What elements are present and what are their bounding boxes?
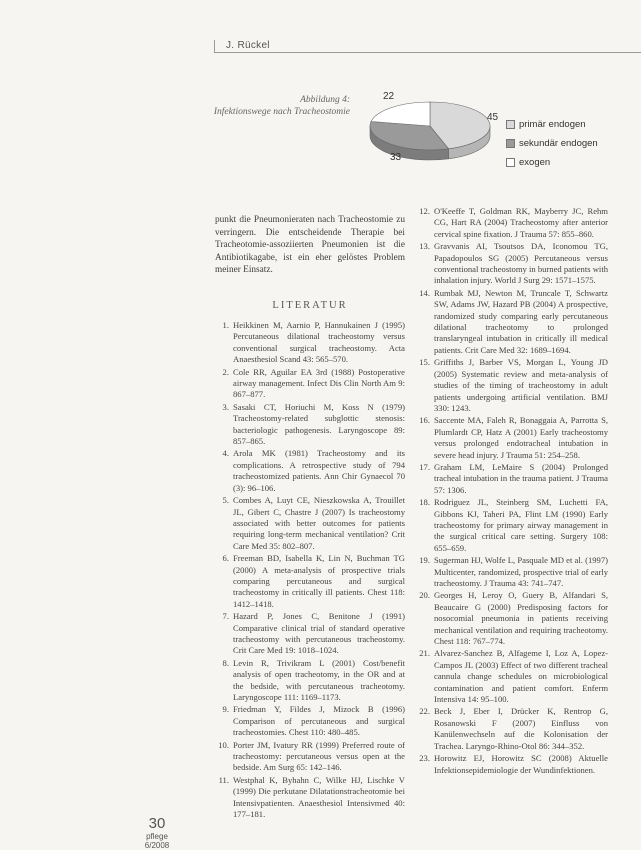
reference-item xyxy=(215,495,405,552)
legend-label: sekundär endogen xyxy=(519,138,598,149)
reference-item xyxy=(416,753,608,776)
body-paragraph: punkt die Pneumonieraten nach Tracheostomie zu verringern. Die entscheidende Therapie bei Tracheotomie-assoziierten Pneumonien ist die Antibiotikagabe, ist ein eher gelöstes Problem meiner Einsatz. xyxy=(215,215,405,276)
reference-number: 6. xyxy=(222,553,229,564)
reference-item xyxy=(215,658,405,704)
reference-text: O'Keeffe T, Goldman RK, Mayberry JC, Rehm CG, Hart RA (2004) Tracheostomy after anterior cervical spine fixation. J Trauma 57: 855–860. xyxy=(434,206,608,239)
reference-text: Arola MK (1981) Tracheostomy and its complications. A retrospective study of 794 tracheostomized patients. Ann Chir Gynaecol 70 (3): 96–106. xyxy=(233,448,405,493)
reference-text: Levin R, Trivikram L (2001) Cost/benefit analysis of open tracheotomy, in the OR and at the bedside, with percutaneous tracheotomy. Laryngoscope 111: 1169–1173. xyxy=(233,657,405,702)
pie-slice-exogen xyxy=(371,102,430,126)
reference-text: Graham LM, LeMaire S (2004) Prolonged tracheal intubation in the trauma patient. J Trauma 57: 1306. xyxy=(434,461,608,495)
reference-number: 1. xyxy=(222,320,229,330)
reference-text: Gravvanis AI, Tsoutsos DA, Iconomou TG, Papadopoulos SG (2005) Percutaneous versus conventional tracheostomy in burned patients with inhalation injury. World J Surg 29: 1571–1575. xyxy=(434,241,608,286)
page-number: 30 xyxy=(148,815,166,832)
legend-swatch xyxy=(506,158,515,167)
figure-caption-text: Infektionswege nach Tracheostomie xyxy=(213,107,350,117)
reference-item xyxy=(215,775,405,821)
reference-text: Beck J, Eber I, Drücker K, Rentrop G, Rosanowski F (2007) Einfluss von Kanülenwechseln auf die Kolonisation der Trachea. Laryngo-Rhino-Otol 86: 344–352. xyxy=(434,706,608,751)
pie-chart-svg xyxy=(360,86,510,196)
slice-label-primaer-endogen: 45 xyxy=(487,112,499,123)
reference-number: 5. xyxy=(222,495,229,506)
legend-item-sekundaer-endogen xyxy=(506,137,598,150)
running-head: J. Rückel xyxy=(226,40,270,51)
reference-item xyxy=(416,206,608,240)
reference-item xyxy=(215,704,405,738)
reference-number: 8. xyxy=(222,657,229,668)
slice-label-sekundaer-endogen: 33 xyxy=(390,152,402,163)
header-rule xyxy=(214,52,641,53)
reference-text: Griffiths J, Barber VS, Morgan L, Young JD (2005) Systematic review and meta-analysis of studies of the timing of tracheostomy in adult patients undergoing artificial ventilation. BMJ 330: 1243. xyxy=(434,357,608,413)
reference-item xyxy=(215,740,405,774)
reference-item xyxy=(215,611,405,657)
reference-number: 7. xyxy=(222,611,229,622)
reference-item xyxy=(215,553,405,610)
reference-item xyxy=(416,357,608,414)
reference-item xyxy=(416,288,608,356)
legend-swatch xyxy=(506,139,515,148)
reference-number: 14. xyxy=(419,287,430,298)
reference-text: Combes A, Luyt CE, Nieszkowska A, Trouillet JL, Gibert C, Chastre J (2007) Is tracheostomy associated with better outcomes for patients requiring long-term mechanical ventilation? Crit Care Med 35: 802–807. xyxy=(233,495,405,551)
journal-name: pflege xyxy=(146,832,168,841)
legend-item-primaer-endogen xyxy=(506,118,598,131)
figure-caption xyxy=(196,94,350,118)
reference-text: Georges H, Leroy O, Guery B, Alfandari S, Beaucaire G (2000) Predisposing factors for nosocomial pneumonia in patients receiving mechanical ventilation and requiring tracheotomy. Chest 118: 767–774. xyxy=(434,590,608,647)
reference-item xyxy=(215,320,405,366)
reference-number: 4. xyxy=(222,448,229,459)
reference-number: 15. xyxy=(419,357,430,368)
reference-item xyxy=(215,448,405,494)
reference-number: 16. xyxy=(419,415,430,426)
reference-text: Friedman Y, Fildes J, Mizock B (1996) Comparison of percutaneous and surgical tracheostomies. Chest 110: 480–485. xyxy=(233,704,405,738)
reference-text: Westphal K, Byhahn C, Wilke HJ, Lischke V (1999) Die perkutane Dilatationstracheotomie bei Intensivpatienten. Anaesthesiol Intensivmed 40: 177–181. xyxy=(233,774,405,820)
reference-number: 2. xyxy=(222,366,229,377)
reference-text: Rodriguez JL, Steinberg SM, Luchetti FA, Gibbons KJ, Taheri PA, Flint LM (1990) Early tracheostomy for primary airway management in the surgical critical care setting. Surgery 108: 655–659. xyxy=(434,497,608,553)
legend-swatch xyxy=(506,120,515,129)
legend-label: exogen xyxy=(519,157,551,168)
journal-issue: 6/2008 xyxy=(144,841,170,850)
reference-item xyxy=(416,497,608,554)
reference-text: Freeman BD, Isabella K, Lin N, Buchman TG (2000) A meta-analysis of prospective trials comparing percutaneous and surgical tracheostomy in critically ill patients. Chest 118: 1412–1418. xyxy=(233,553,405,609)
reference-text: Alvarez-Sanchez B, Alfageme I, Loz A, Lopez-Campos JL (2003) Effect of two different tracheal cannula change schedules on microbiological contamination and patient comfort. Enferm Intensiva 14: 95–100. xyxy=(434,648,608,705)
reference-number: 11. xyxy=(218,774,229,785)
page-footer-margin xyxy=(122,816,192,850)
reference-item xyxy=(416,590,608,647)
reference-number: 9. xyxy=(222,704,229,715)
reference-number: 19. xyxy=(419,555,430,566)
chart-legend xyxy=(506,118,598,175)
reference-number: 21. xyxy=(419,648,430,659)
reference-item xyxy=(416,706,608,752)
figure-label: Abbildung 4: xyxy=(300,95,350,105)
reference-number: 18. xyxy=(419,497,430,508)
pie-chart xyxy=(360,86,640,196)
reference-text: Cole RR, Aguilar EA 3rd (1988) Postoperative airway management. Infect Dis Clin North Am 9: 867–877. xyxy=(233,366,405,400)
reference-item xyxy=(416,555,608,589)
reference-text: Horowitz EJ, Horowitz SC (2008) Aktuelle Infektionsepidemiologie der Wundinfektionen. xyxy=(434,753,608,775)
reference-list-right xyxy=(416,206,608,777)
reference-list-left xyxy=(215,320,405,821)
reference-number: 23. xyxy=(419,753,430,764)
reference-text: Heikkinen M, Aarnio P, Hannukainen J (1995) Percutaneous dilational tracheostomy versus conventional surgical tracheostomy. Acta Anaesthesiol Scand 43: 565–570. xyxy=(233,320,405,365)
reference-number: 12. xyxy=(419,206,430,216)
reference-number: 13. xyxy=(419,241,430,252)
slice-label-exogen: 22 xyxy=(383,91,395,102)
reference-text: Saccente MA, Faleh R, Bonaggaia A, Parrotta S, Plumlardt CP, Hatz A (2001) Early tracheostomy versus prolonged endotracheal intubation in severe head injury. J Trauma 51: 254–258. xyxy=(434,415,608,460)
reference-item xyxy=(416,462,608,496)
reference-text: Rumbak MJ, Newton M, Truncale T, Schwartz SW, Adams JW, Hazard PB (2004) A prospective, randomized study comparing early percutaneous dilational tracheotomy to prolonged translaryngeal intubation in critically ill medical patients. Crit Care Med 32: 1689–1694. xyxy=(434,287,608,355)
section-heading-literatur: LITERATUR xyxy=(272,300,348,311)
reference-item xyxy=(416,415,608,461)
reference-number: 3. xyxy=(222,401,229,412)
reference-text: Sasaki CT, Horiuchi M, Koss N (1979) Tracheostomy-related subglottic stenosis: bacteriologic pathogenesis. Laryngoscope 89: 857–865. xyxy=(233,401,405,447)
reference-number: 17. xyxy=(419,461,430,472)
legend-item-exogen xyxy=(506,156,598,169)
legend-label: primär endogen xyxy=(519,119,586,130)
reference-item xyxy=(215,367,405,401)
reference-number: 10. xyxy=(218,739,229,750)
reference-text: Sugerman HJ, Wolfe L, Pasquale MD et al. (1997) Multicenter, randomized, prospective trial of early tracheostomy. J Trauma 43: 741–747. xyxy=(434,555,608,588)
reference-number: 20. xyxy=(419,590,430,601)
reference-text: Porter JM, Ivatury RR (1999) Preferred route of tracheostomy: percutaneous versus open at the bedside. Am Surg 65: 142–146. xyxy=(233,739,405,773)
reference-item xyxy=(215,402,405,448)
reference-number: 22. xyxy=(419,706,430,717)
reference-item xyxy=(416,241,608,287)
reference-text: Hazard P, Jones C, Benitone J (1991) Comparative clinical trial of standard operative tracheostomy with percutaneous tracheostomy. Crit Care Med 19: 1018–1024. xyxy=(233,611,405,656)
reference-item xyxy=(416,648,608,705)
